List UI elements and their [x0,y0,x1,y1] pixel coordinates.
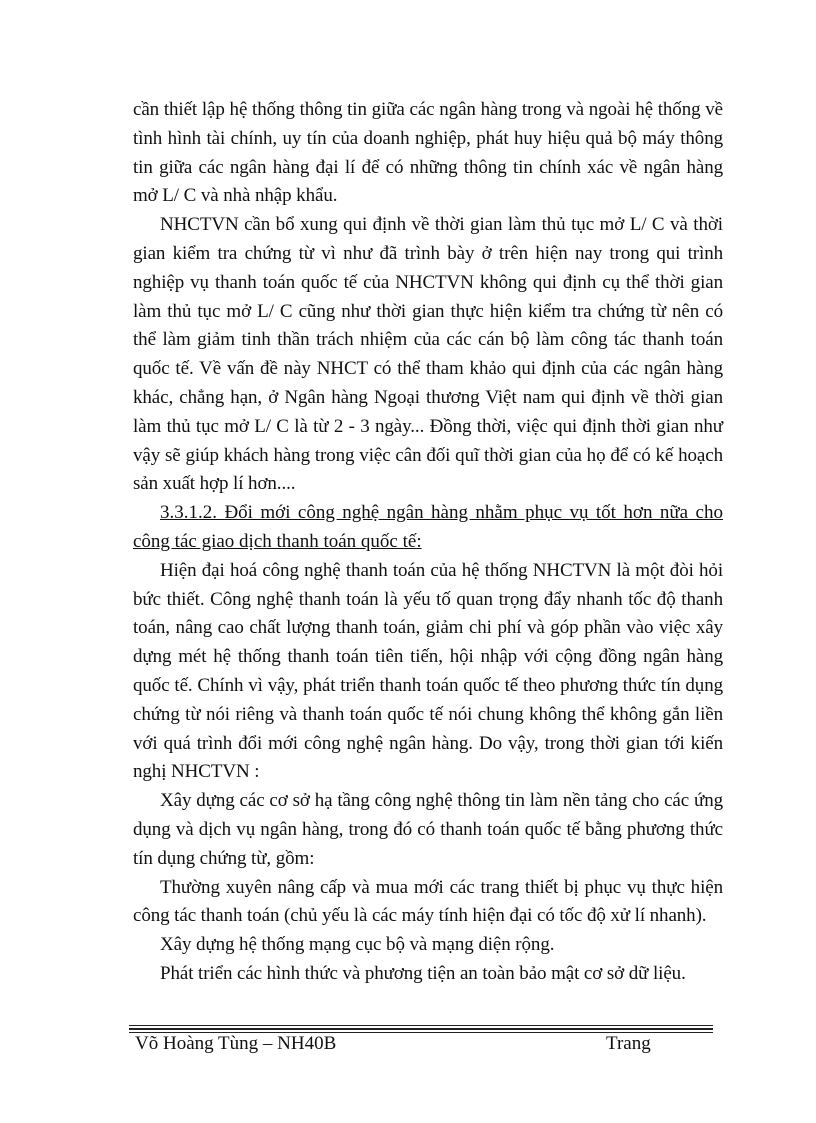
footer-divider-middle [129,1028,713,1030]
paragraph-modernization: Hiện đại hoá công nghệ thanh toán của hệ thống NHCTVN là một đòi hỏi bức thiết. Công nghệ thanh toán là yếu tố quan trọng đẩy nhanh tốc độ thanh toán, nâng cao chất lượng thanh toán, giảm chi phí và góp phần vào việc xây dựng mét hệ thống thanh toán tiên tiến, hội nhập với cộng đồng ngân hàng quốc tế. Chính vì vậy, phát triển thanh toán quốc tế theo phương thức tín dụng chứng từ nói riêng và thanh toán quốc tế nói chung không thể không gắn liền với quá trình đổi mới công nghệ ngân hàng. Do vậy, trong thời gian tới kiến nghị NHCTVN : [133,559,723,783]
paragraph-data-security: Phát triển các hình thức và phương tiện an toàn bảo mật cơ sở dữ liệu. [160,962,686,984]
footer-divider-top [129,1025,713,1026]
paragraph-continued: cần thiết lập hệ thống thông tin giữa các ngân hàng trong và ngoài hệ thống về tình hình tài chính, uy tín của doanh nghiệp, phát huy hiệu quả bộ máy thông tin giữa các ngân hàng đại lí để có những thông tin chính xác về ngân hàng mở L/ C và nhà nhập khẩu. [133,99,723,207]
footer-author: Võ Hoàng Tùng – NH40B [135,1033,337,1054]
paragraph-network: Xây dựng hệ thống mạng cục bộ và mạng diện rộng. [160,934,555,956]
paragraph-nhctvn-time-regulation: NHCTVN cần bổ xung qui định về thời gian làm thủ tục mở L/ C và thời gian kiểm tra chứng từ vì như đã trình bày ở trên hiện nay trong qui trình nghiệp vụ thanh toán quốc tế của NHCTVN không qui định cụ thể thời gian làm thủ tục mở L/ C cũng như thời gian thực hiện kiểm tra chứng từ nên có thể làm giảm tinh thần trách nhiệm của các cán bộ làm công tác thanh toán quốc tế. Về vấn đề này NHCT có thể tham khảo qui định của các ngân hàng khác, chẳng hạn, ở Ngân hàng Ngoại thương Việt nam qui định về thời gian làm thủ tục mở L/ C là từ 2 - 3 ngày... Đồng thời, việc qui định thời gian như vậy sẽ giúp khách hàng trong việc cân đối quĩ thời gian của họ để có kế hoạch sản xuất hợp lí hơn.... [133,214,723,495]
footer-page-label: Trang [606,1033,651,1054]
section-heading-3-3-1-2: 3.3.1.2. Đổi mới công nghệ ngân hàng nhằm phục vụ tốt hơn nữa cho công tác giao dịch thanh toán quốc tế: [133,502,723,552]
paragraph-infrastructure: Xây dựng các cơ sở hạ tầng công nghệ thông tin làm nền tảng cho các ứng dụng và dịch vụ ngân hàng, trong đó có thanh toán quốc tế bằng phương thức tín dụng chứng từ, gồm: [133,790,723,869]
document-body [133,96,723,989]
paragraph-equipment-upgrade: Thường xuyên nâng cấp và mua mới các trang thiết bị phục vụ thực hiện công tác thanh toán (chủ yếu là các máy tính hiện đại có tốc độ xử lí nhanh). [133,876,723,927]
